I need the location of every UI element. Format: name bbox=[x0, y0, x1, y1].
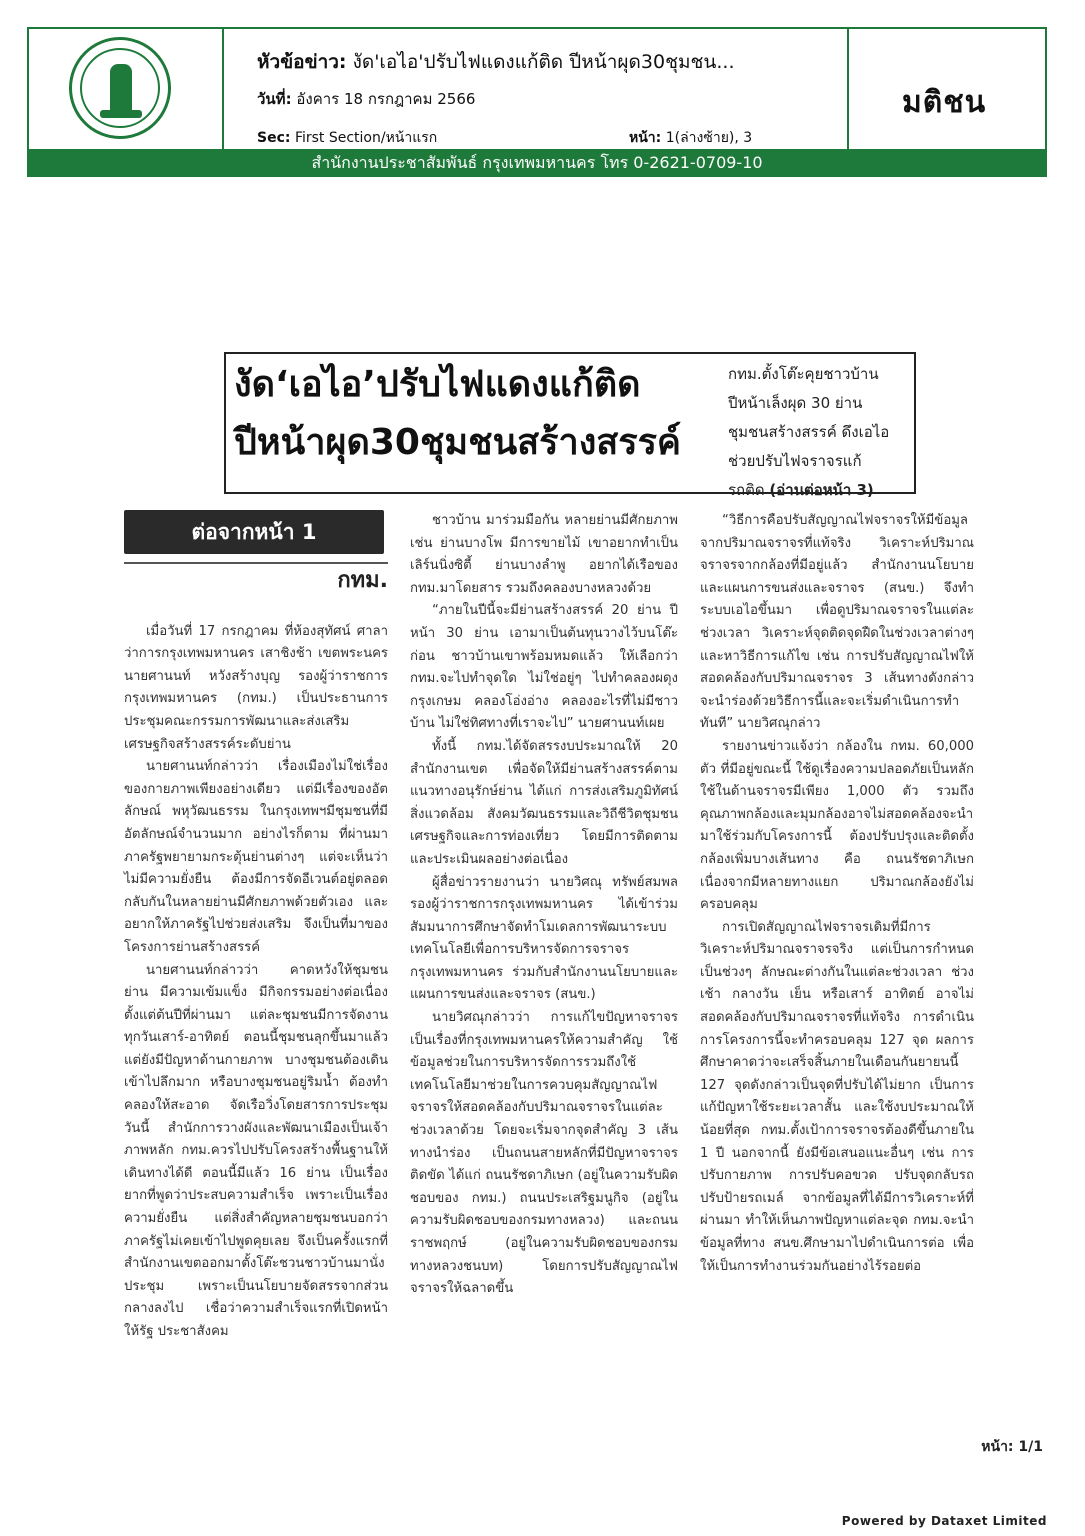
publication-name: มติชน bbox=[902, 85, 987, 120]
headline-label: หัวข้อข่าว: bbox=[257, 51, 347, 73]
header-divider bbox=[222, 29, 224, 149]
paragraph: “ภายในปีนี้จะมีย่านสร้างสรรค์ 20 ย่าน ปีหน้า 30 ย่าน เอามาเป็นต้นทุนวางไว้บนโต๊ะก่อน ชาวบ้านเขาพร้อมหมดแล้ว ให้เลือกว่า กทม.จะไปทำจุดใด ไม่ใช่อยู่ๆ ไปทำคลองผดุงกรุงเกษม คลองโอ่งอ่าง คลองอะไรที่ไม่มีชาวบ้าน ไม่ใช่ทิศทางที่เราจะไป” นายศานนท์เผย bbox=[410, 603, 678, 732]
clip-subheadline bbox=[728, 360, 913, 505]
clip-title-line2: ปีหน้าผุด30ชุมชนสร้างสรรค์ bbox=[234, 422, 682, 463]
article-column-3 bbox=[700, 510, 974, 1278]
paragraph: นายศานนท์กล่าวว่า เรื่องเมืองไม่ใช่เรื่องของกายภาพเพียงอย่างเดียว แต่มีเรื่องของอัตลักษณ์ พหุวัฒนธรรม ในกรุงเทพฯมีชุมชนที่มีอัตลักษณ์จำนวนมาก อย่างไรก็ตาม ที่ผ่านมาภาครัฐพยายามกระตุ้นย่านต่างๆ แต่จะเห็นว่าไม่มีความยั่งยืน ต้องมีการจัดอีเวนต์อยู่ตลอด กลับกันในหลายย่านมีศักยภาพด้วยตัวเอง และอยากให้ภาครัฐไปช่วยส่งเสริม จึงเป็นที่มาของโครงการย่านสร้างสรรค์ bbox=[124, 759, 388, 955]
page-row bbox=[629, 127, 752, 149]
page-label: หน้า: bbox=[629, 130, 662, 146]
date-label: วันที่: bbox=[257, 90, 292, 108]
paragraph: ผู้สื่อข่าวรายงานว่า นายวิศณุ ทรัพย์สมพล รองผู้ว่าราชการกรุงเทพมหานคร ได้เข้าร่วมสัมมนาการศึกษาจัดทำโมเดลการพัฒนาระบบเทคโนโลยีเพื่อการบริหารจัดการจราจรกรุงเทพมหานคร ร่วมกับสำนักงานนโยบายและแผนการขนส่งและจราจร (สนข.) bbox=[410, 874, 678, 1003]
powered-by: Powered by Dataxet Limited bbox=[841, 1514, 1047, 1528]
paragraph: “วิธีการคือปรับสัญญาณไฟจราจรให้มีข้อมูลจากปริมาณจราจรที่แท้จริง วิเคราะห์ปริมาณจราจรจากกล้องที่มีอยู่แล้ว สำนักงานนโยบายและแผนการขนส่งและจราจร (สนข.) จึงทำระบบเอไอขึ้นมา เพื่อดูปริมาณจราจรในแต่ละช่วงเวลา วิเคราะห์จุดติดจุดฝืดในช่วงเวลาต่างๆ และหาวิธีการแก้ไข เช่น การปรับสัญญาณไฟให้สอดคล้องกับปริมาณจราจร 3 เส้นทางดังกล่าว จะนำร่องด้วยวิธีการนี้และจะเริ่มดำเนินการทำทันที” นายวิศณุกล่าว bbox=[700, 513, 974, 732]
headline-box bbox=[224, 352, 916, 499]
paragraph: นายศานนท์กล่าวว่า คาดหวังให้ชุมชน ย่าน มีความเข้มแข็ง มีกิจกรรมอย่างต่อเนื่อง ตั้งแต่ต้นปีที่ผ่านมา แต่ละชุมชนมีการจัดงานทุกวันเสาร์-อาทิตย์ ตอนนี้ชุมชนลุกขึ้นมาแล้ว แต่ยังมีปัญหาด้านกายภาพ บางชุมชนต้องเดินเข้าไปลึกมาก หรือบางชุมชนอยู่ริมน้ำ ต้องทำคลองให้สะอาด จัดเรือวิ่งโดยสารการประชุมวันนี้ สำนักการวางผังและพัฒนาเมืองเป็นเจ้าภาพหลัก กทม.ควรไปปรับโครงสร้างพื้นฐานให้เดินทางได้ดี ตอนนี้มีแล้ว 16 ย่าน เป็นเรื่องยากที่พูดว่าประสบความสำเร็จ เพราะเป็นเรื่องความยั่งยืน แต่สิ่งสำคัญหลายชุมชนบอกว่าภาครัฐไม่เคยเข้าไปพูดคุยเลย จึงเป็นครั้งแรกที่สำนักงานเขตออกมาตั้งโต๊ะชวนชาวบ้านมานั่งประชุม เพราะเป็นนโยบายจัดสรรจากส่วนกลางลงไป เชื่อว่าความสำเร็จแรกที่เปิดหน้า ให้รัฐ ประชาสังคม bbox=[124, 962, 388, 1339]
divider bbox=[124, 562, 388, 564]
clip-sub-line: กทม.ตั้งโต๊ะคุยชาวบ้าน bbox=[728, 365, 879, 383]
date-row bbox=[257, 87, 475, 111]
article-column-2 bbox=[410, 510, 678, 1301]
sec-text: First Section/หน้าแรก bbox=[294, 130, 438, 146]
article-column-1 bbox=[124, 510, 388, 1344]
page-text: 1(ล่างซ้าย), 3 bbox=[665, 130, 753, 146]
header-divider bbox=[847, 29, 849, 149]
continued-banner: ต่อจากหน้า 1 bbox=[124, 510, 384, 554]
read-more: (อ่านต่อหน้า 3) bbox=[769, 481, 874, 499]
office-bar: สำนักงานประชาสัมพันธ์ กรุงเทพมหานคร โทร 0-2621-0709-10 bbox=[29, 149, 1045, 177]
paragraph: รายงานข่าวแจ้งว่า กล้องใน กทม. 60,000 ตัว ที่มีอยู่ขณะนี้ ใช้ดูเรื่องความปลอดภัยเป็นหลัก ใช้ในด้านจราจรมีเพียง 1,000 ตัว รวมถึงคุณภาพกล้องและมุมกล้องอาจไม่สอดคล้องจะนำมาใช้ร่วมกับโครงการนี้ ต้องปรับปรุงและติดตั้งกล้องเพิ่มบางเส้นทาง คือ ถนนรัชดาภิเษก เนื่องจากมีหลายทางแยก ปริมาณกล้องยังไม่ครอบคลุม bbox=[700, 738, 974, 913]
headline-text: งัด'เอไอ'ปรับไฟแดงแก้ติด ปีหน้าผุด30ชุมชน... bbox=[352, 51, 735, 73]
clip-title bbox=[234, 356, 724, 472]
paragraph: นายวิศณุกล่าวว่า การแก้ไขปัญหาจราจรเป็นเรื่องที่กรุงเทพมหานครให้ความสำคัญ ใช้ข้อมูลช่วยในการบริหารจัดการรวมถึงใช้เทคโนโลยีมาช่วยในการควบคุมสัญญาณไฟจราจรให้สอดคล้องกับปริมาณจราจรในแต่ละช่วงเวลาด้วย โดยจะเริ่มจากจุดสำคัญ 3 เส้นทางนำร่อง เป็นถนนสายหลักที่มีปัญหาจราจรติดขัด ได้แก่ ถนนรัชดาภิเษก (อยู่ในความรับผิดชอบของ กทม.) ถนนประเสริฐมนูกิจ (อยู่ในความรับผิดชอบของกรมทางหลวง) และถนนราชพฤกษ์ (อยู่ในความรับผิดชอบของกรมทางหลวงชนบท) โดยการปรับสัญญาณไฟจราจรให้ฉลาดขึ้น bbox=[410, 1010, 678, 1297]
section-row bbox=[257, 127, 437, 149]
section-label: กทม. bbox=[337, 568, 388, 593]
paragraph: ทั้งนี้ กทม.ได้จัดสรรงบประมาณให้ 20 สำนักงานเขต เพื่อจัดให้มีย่านสร้างสรรค์ตามแนวทางอนุรักษ์ย่าน ได้แก่ การส่งเสริมภูมิทัศน์สิ่งแวดล้อม สังคมวัฒนธรรมและวิถีชีวิตชุมชน เศรษฐกิจและการท่องเที่ยว โดยมีการติดตามและประเมินผลอย่างต่อเนื่อง bbox=[410, 738, 678, 867]
headline-row bbox=[257, 47, 735, 77]
page-number: หน้า: 1/1 bbox=[981, 1439, 1043, 1455]
paragraph: เมื่อวันที่ 17 กรกฎาคม ที่ห้องสุทัศน์ ศาลาว่าการกรุงเทพมหานคร เสาชิงช้า เขตพระนคร นายศานนท์ หวังสร้างบุญ รองผู้ว่าราชการกรุงเทพมหานคร (กทม.) เป็นประธานการประชุมคณะกรรมการพัฒนาและส่งเสริมเศรษฐกิจสร้างสรรค์ระดับย่าน bbox=[124, 623, 388, 752]
clip-title-line1: งัด‘เอไอ’ปรับไฟแดงแก้ติด bbox=[234, 364, 641, 405]
sec-label: Sec: bbox=[257, 130, 291, 146]
date-text: อังคาร 18 กรกฎาคม 2566 bbox=[296, 90, 476, 108]
paragraph: ชาวบ้าน มาร่วมมือกัน หลายย่านมีศักยภาพ เช่น ย่านบางโพ มีการขายไม้ เขาอยากทำเป็นเลิร์นนิ่งซิตี้ ย่านบางลำพู อยากได้เรือของ กทม.มาโดยสาร รวมถึงคลองบางหลวงด้วย bbox=[410, 513, 678, 596]
paragraph: การเปิดสัญญาณไฟจราจรเดิมที่มีการวิเคราะห์ปริมาณจราจรจริง แต่เป็นการกำหนดเป็นช่วงๆ ลักษณะต่างกันในแต่ละช่วงเวลา ช่วงเช้า กลางวัน เย็น หรือเสาร์ อาทิตย์ อาจไม่สอดคล้องกับปริมาณจราจรที่แท้จริง การดำเนินการโครงการนี้จะทำครอบคลุม 127 จุด ผลการศึกษาคาดว่าจะเสร็จสิ้นภายในเดือนกันยายนนี้ 127 จุดดังกล่าวเป็นจุดที่ปรับได้ไม่ยาก เป็นการแก้ปัญหาใช้ระยะเวลาสั้น และใช้งบประมาณให้น้อยที่สุด กทม.ตั้งเป้าการจราจรต้องดีขึ้นภายใน 1 ปี นอกจากนี้ ยังมีข้อเสนอแนะอื่นๆ เช่น การปรับกายภาพ การปรับคอขวด ปรับจุดกลับรถ ปรับป้ายรถเมล์ จากข้อมูลที่ได้มีการวิเคราะห์ที่ผ่านมา ทำให้เห็นภาพปัญหาแต่ละจุด กทม.จะนำข้อมูลที่ทาง สนข.ศึกษามาไปดำเนินการต่อ เพื่อให้เป็นการทำงานร่วมกันอย่างไร้รอยต่อ bbox=[700, 919, 974, 1274]
clip-sub-line: ช่วยปรับไฟจราจรแก้ bbox=[728, 452, 862, 470]
bma-logo-icon bbox=[69, 37, 171, 139]
clip-sub-line: ปีหน้าเล็งผุด 30 ย่าน bbox=[728, 394, 863, 412]
clip-sub-line: รถติด (อ่านต่อหน้า 3) bbox=[728, 481, 874, 499]
clip-sub-line: ชุมชนสร้างสรรค์ ดึงเอไอ bbox=[728, 423, 890, 441]
clipping-header bbox=[27, 27, 1047, 177]
